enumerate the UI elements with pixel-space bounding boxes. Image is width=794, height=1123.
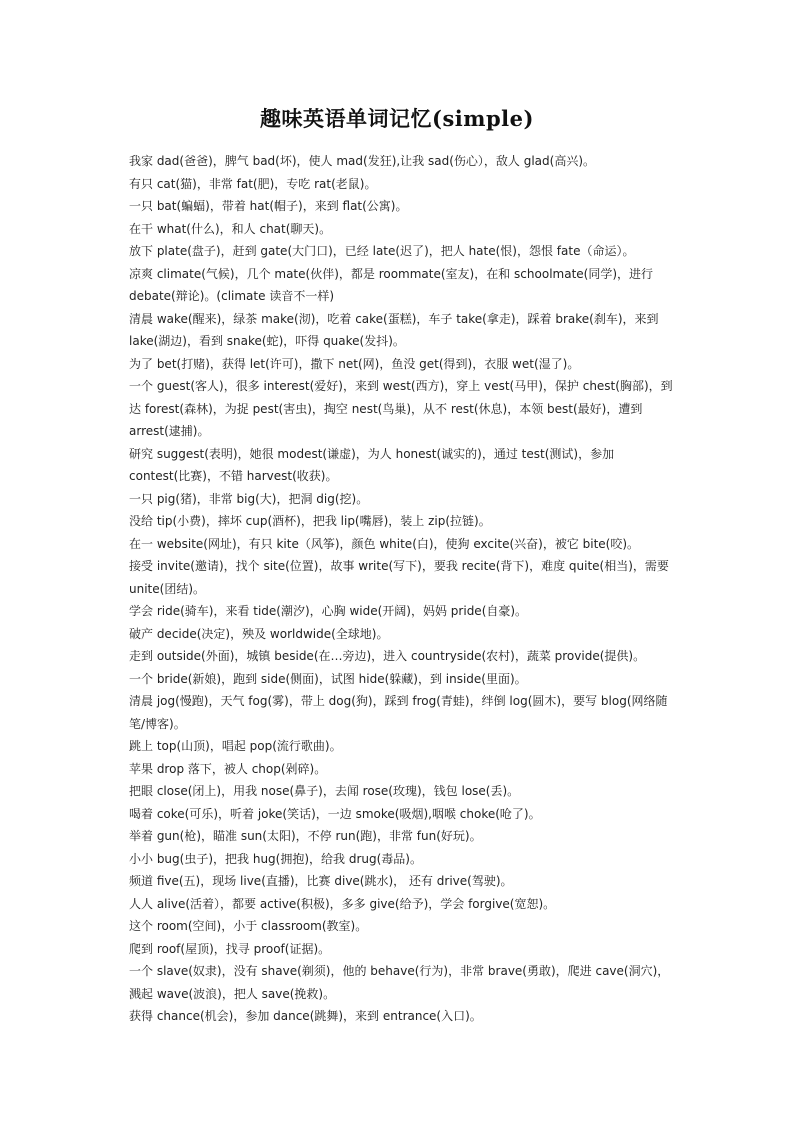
paragraph: 这个 room(空间)，小于 classroom(教室)。	[129, 919, 368, 933]
paragraph: 一个 slave(奴隶)，没有 shave(剃须)，他的 behave(行为)，非常 brave(勇敢)，爬进 cave(洞穴)，溅起 wave(波浪)，把人 save(挽救)。	[129, 964, 670, 1001]
paragraph: 喝着 coke(可乐)，听着 joke(笑话)，一边 smoke(吸烟),咽喉 choke(呛了)。	[129, 806, 541, 821]
paragraph: 爬到 roof(屋顶)，找寻 proof(证据)。	[129, 941, 331, 956]
paragraph: 破产 decide(决定)，殃及 worldwide(全球地)。	[129, 626, 389, 641]
paragraph: 在干 what(什么)，和人 chat(聊天)。	[129, 221, 332, 236]
paragraph: 一个 guest(客人)，很多 interest(爱好)，来到 west(西方)，穿上 vest(马甲)，保护 chest(胸部)，到达 forest(森林)，为捉 pest(害虫)，掏空 nest(鸟巢)，从不 rest(休息)，本领 best(最好)，遭到 arrest(逮捕)。	[129, 379, 673, 438]
paragraph: 清晨 jog(慢跑)，天气 fog(雾)，带上 dog(狗)，踩到 frog(青蛙)，绊倒 log(圆木)，要写 blog(网络随笔/博客)。	[129, 694, 668, 731]
paragraph: 为了 bet(打赌)，获得 let(许可)，撒下 net(网)，鱼没 get(得到)，衣服 wet(湿了)。	[129, 356, 580, 371]
paragraph: 人人 alive(活着），都要 active(积极)，多多 give(给予)，学会 forgive(宽恕)。	[129, 896, 556, 911]
paragraph: 获得 chance(机会)，参加 dance(跳舞)，来到 entrance(入口)。	[129, 1009, 482, 1023]
paragraph: 接受 invite(邀请)，找个 site(位置)，故事 write(写下)，要我 recite(背下)，难度 quite(相当)，需要 unite(团结)。	[129, 559, 669, 596]
paragraph: 一个 bride(新娘)，跑到 side(侧面)，试图 hide(躲藏)，到 inside(里面)。	[129, 671, 527, 686]
paragraph: 清晨 wake(醒来)，绿茶 make(沏)，吃着 cake(蛋糕)，车子 take(拿走)，踩着 brake(刹车)，来到 lake(湖边)，看到 snake(蛇)，吓得 quake(发抖)。	[129, 311, 659, 348]
paragraph: 没给 tip(小费)，摔坏 cup(酒杯)，把我 lip(嘴唇)，装上 zip(拉链)。	[129, 514, 491, 528]
paragraph: 跳上 top(山顶)，唱起 pop(流行歌曲)。	[129, 739, 342, 753]
paragraph: 放下 plate(盘子)，赶到 gate(大门口)，已经 late(迟了)，把人 hate(恨)，怨恨 fate（命运）。	[129, 244, 635, 258]
document-body	[129, 150, 677, 1028]
paragraph: 在一 website(网址)，有只 kite（风筝)，颜色 white(白)，使狗 excite(兴奋)，被它 bite(咬)。	[129, 536, 640, 551]
paragraph: 把眼 close(闭上)，用我 nose(鼻子)，去闻 rose(玫瑰)，钱包 lose(丢)。	[129, 784, 520, 798]
paragraph: 举着 gun(枪)，瞄准 sun(太阳)，不停 run(跑)，非常 fun(好玩)。	[129, 829, 482, 843]
paragraph: 我家 dad(爸爸)，脾气 bad(坏)，使人 mad(发狂),让我 sad(伤心），敌人 glad(高兴)。	[129, 154, 596, 168]
paragraph: 频道 five(五)，现场 live(直播)，比赛 dive(跳水)， 还有 drive(驾驶)。	[129, 874, 513, 888]
paragraph: 小小 bug(虫子)，把我 hug(拥抱)，给我 drug(毒品)。	[129, 851, 422, 866]
paragraph: 凉爽 climate(气候)，几个 mate(伙伴)，都是 roommate(室友)，在和 schoolmate(同学)，进行 debate(辩论)。(climate 读音不一样)	[129, 266, 654, 303]
paragraph: 一只 bat(蝙蝠)，带着 hat(帽子)，来到 flat(公寓)。	[129, 199, 408, 213]
paragraph: 有只 cat(猫)，非常 fat(肥)，专吃 rat(老鼠)。	[129, 176, 377, 191]
paragraph: 一只 pig(猪)，非常 big(大)，把洞 dig(挖)。	[129, 491, 369, 506]
paragraph: 苹果 drop 落下，被人 chop(剁碎)。	[129, 761, 327, 776]
document-title: 趣味英语单词记忆(simple)	[260, 106, 534, 131]
paragraph: 学会 ride(骑车)，来看 tide(潮汐)，心胸 wide(开阔)，妈妈 pride(自豪)。	[129, 604, 528, 618]
paragraph: 走到 outside(外面)，城镇 beside(在…旁边)，进入 countryside(农村)，蔬菜 provide(提供)。	[129, 649, 646, 663]
paragraph: 研究 suggest(表明)，她很 modest(谦虚)，为人 honest(诚实的)，通过 test(测试)，参加 contest(比赛)，不错 harvest(收获)。	[129, 446, 615, 483]
